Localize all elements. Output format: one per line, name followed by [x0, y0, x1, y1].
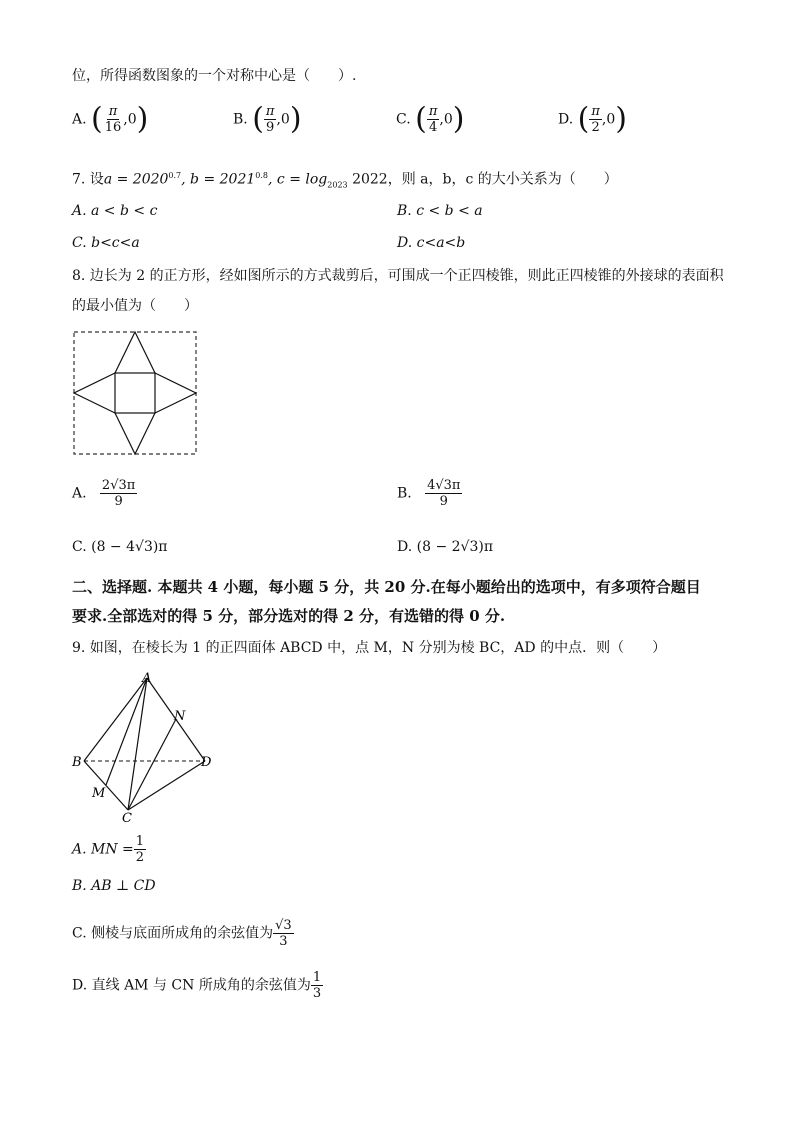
label-N: N: [174, 709, 186, 724]
edge-AC: [128, 678, 147, 810]
bottom-triangle: [115, 413, 155, 454]
q6-option-a-frac: $\frac{\pi}{16}$: [104, 104, 122, 135]
q6-option-d: D. ( $\frac{\pi}{2}$ ,0): [558, 101, 627, 137]
segment-AM: [106, 678, 147, 785]
q9-option-a: A. MN = $\frac{1}{2}$: [72, 834, 145, 865]
top-triangle: [115, 332, 155, 373]
q8-square-net-figure: [72, 330, 200, 458]
edge-BC: [84, 761, 128, 810]
q8-stem-line1: 8. 边长为 2 的正方形，经如图所示的方式裁剪后，可围成一个正四棱锥，则此正四棱锥的外接球的表面积: [72, 268, 724, 284]
base-square: [115, 373, 155, 413]
section-two-heading-line1: 二、选择题. 本题共 4 小题，每小题 5 分，共 20 分.在每小题给出的选项中，有多项符合题目: [72, 578, 701, 596]
q7-option-c: C. b<c<a: [72, 235, 140, 251]
label-A: A: [142, 671, 152, 686]
q9-option-c: C. 侧棱与底面所成角的余弦值为 $\frac{√3}{3}$: [72, 918, 292, 949]
q8-option-b: B. $\frac{4√3\pi}{9}$: [397, 478, 461, 509]
q7-option-a: A. a < b < c: [72, 203, 158, 219]
q6-option-a-letter: A.: [72, 111, 87, 128]
edge-CD: [128, 761, 205, 810]
right-triangle: [155, 373, 196, 413]
q6-option-b: B. ( $\frac{\pi}{9}$ ,0): [233, 101, 302, 137]
edge-AB: [84, 678, 147, 761]
q6-option-c: C. ( $\frac{\pi}{4}$ ,0): [396, 101, 465, 137]
q8-option-c: C. (8 − 4√3)π: [72, 539, 168, 555]
q8-option-a: A. $\frac{2√3\pi}{9}$: [72, 478, 136, 509]
left-triangle: [74, 373, 115, 413]
q8-option-d: D. (8 − 2√3)π: [397, 539, 494, 555]
q9-option-b: B. AB ⊥ CD: [72, 878, 156, 894]
q9-stem: 9. 如图，在棱长为 1 的正四面体 ABCD 中，点 M，N 分别为棱 BC，AD 的中点．则（ ）: [72, 640, 667, 656]
label-M: M: [92, 786, 106, 801]
label-B: B: [72, 755, 82, 770]
segment-CN: [128, 719, 176, 810]
q7-stem: 7. 设$a = 2020^{0.7}$, $b = 2021^{0.8}$, $c = \log_{2023} 2022$，则 a，b，c 的大小关系为（ ）: [72, 171, 618, 190]
label-D: D: [201, 755, 212, 770]
section-two-heading-line2: 要求.全部选对的得 5 分，部分选对的得 2 分，有选错的得 0 分.: [72, 607, 506, 625]
label-C: C: [122, 811, 132, 826]
q6-option-a: A. ( $\frac{\pi}{16}$ ,0): [72, 101, 149, 137]
q6-stem-tail: 位，所得函数图象的一个对称中心是（ ）.: [72, 68, 357, 84]
q9-option-d: D. 直线 AM 与 CN 所成角的余弦值为 $\frac{1}{3}$: [72, 970, 322, 1001]
q9-tetrahedron-figure: [68, 668, 218, 828]
dashed-square: [74, 332, 196, 454]
q8-stem-line2: 的最小值为（ ）: [72, 298, 198, 314]
q7-option-b: B. c < b < a: [397, 203, 483, 219]
q7-option-d: D. c<a<b: [397, 235, 466, 251]
